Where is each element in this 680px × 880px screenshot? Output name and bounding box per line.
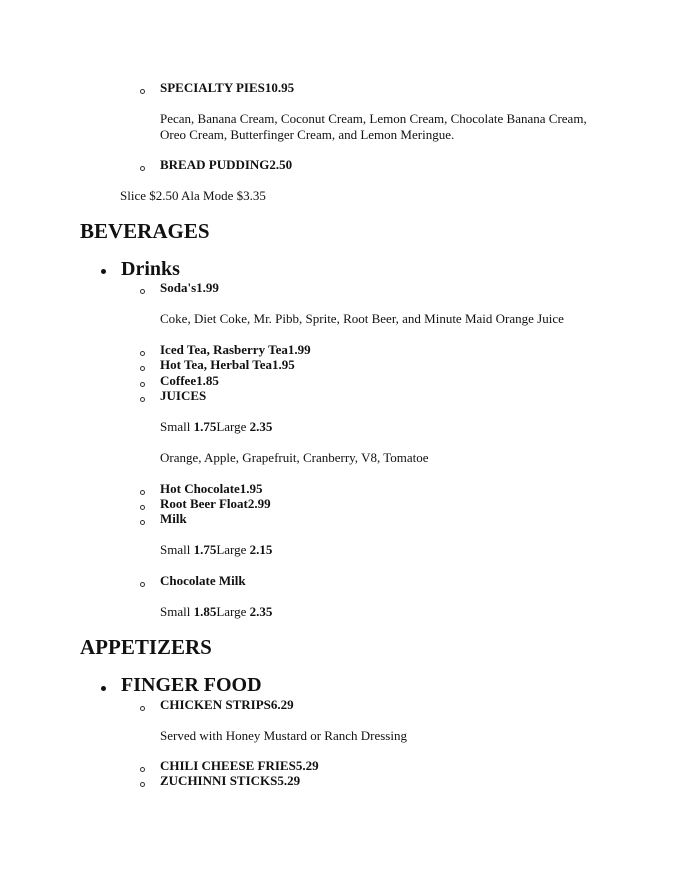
item-price: 1.99 bbox=[287, 342, 311, 357]
large-price: 2.15 bbox=[249, 542, 273, 557]
hollow-bullet-icon bbox=[140, 706, 145, 711]
menu-item-iced-tea bbox=[160, 342, 311, 358]
menu-item-hot-tea bbox=[160, 357, 295, 373]
item-price: 1.85 bbox=[196, 373, 219, 388]
item-price: 6.29 bbox=[270, 697, 294, 712]
item-description: Oreo Cream, Butterfinger Cream, and Lemon Meringue. bbox=[160, 127, 455, 142]
small-label: Small bbox=[160, 604, 194, 619]
menu-item-hot-chocolate bbox=[160, 481, 263, 497]
menu-item-milk: Milk bbox=[160, 511, 187, 526]
hollow-bullet-icon bbox=[140, 782, 145, 787]
item-name: ZUCHINNI STICKS bbox=[160, 773, 278, 788]
small-label: Small bbox=[160, 542, 194, 557]
menu-item-zuchinni-sticks bbox=[160, 773, 300, 789]
hollow-bullet-icon bbox=[140, 520, 145, 525]
hollow-bullet-icon bbox=[140, 582, 145, 587]
menu-item-chicken-strips bbox=[160, 697, 294, 713]
small-price: 1.75 bbox=[193, 542, 217, 557]
item-price: 5.29 bbox=[277, 773, 301, 788]
item-price: 2.99 bbox=[247, 496, 271, 511]
large-price: 2.35 bbox=[249, 604, 273, 619]
hollow-bullet-icon bbox=[140, 289, 145, 294]
section-heading-appetizers: APPETIZERS bbox=[80, 635, 212, 659]
menu-item-juices: JUICES bbox=[160, 388, 207, 403]
category-heading-finger-food: FINGER FOOD bbox=[121, 674, 262, 696]
hollow-bullet-icon bbox=[140, 397, 145, 402]
large-label: Large bbox=[216, 419, 250, 434]
bullet-icon bbox=[101, 269, 106, 274]
size-prices bbox=[160, 604, 272, 620]
small-price: 1.85 bbox=[193, 604, 217, 619]
menu-item-root-beer-float bbox=[160, 496, 271, 512]
menu-item-bread-pudding bbox=[160, 157, 292, 173]
item-description: Served with Honey Mustard or Ranch Dressing bbox=[160, 728, 407, 743]
hollow-bullet-icon bbox=[140, 366, 145, 371]
item-name: Hot Tea, Herbal Tea bbox=[160, 357, 272, 372]
item-description: Coke, Diet Coke, Mr. Pibb, Sprite, Root Beer, and Minute Maid Orange Juice bbox=[160, 311, 564, 326]
hollow-bullet-icon bbox=[140, 89, 145, 94]
hollow-bullet-icon bbox=[140, 490, 145, 495]
large-label: Large bbox=[216, 604, 250, 619]
item-name: SPECIALTY PIES bbox=[160, 80, 265, 95]
item-name: CHILI CHEESE FRIES bbox=[160, 758, 296, 773]
hollow-bullet-icon bbox=[140, 505, 145, 510]
item-price: 5.29 bbox=[295, 758, 319, 773]
item-name: Hot Chocolate bbox=[160, 481, 240, 496]
item-price: 10.95 bbox=[264, 80, 295, 95]
item-name: BREAD PUDDING bbox=[160, 157, 270, 172]
item-name: Soda's bbox=[160, 280, 197, 295]
small-price: 1.75 bbox=[193, 419, 217, 434]
hollow-bullet-icon bbox=[140, 351, 145, 356]
item-price: 2.50 bbox=[269, 157, 293, 172]
menu-item-sodas bbox=[160, 280, 219, 296]
menu-item-specialty-pies bbox=[160, 80, 294, 96]
item-name: Coffee bbox=[160, 373, 197, 388]
category-heading-drinks: Drinks bbox=[121, 258, 180, 280]
menu-item-coffee bbox=[160, 373, 219, 389]
size-prices bbox=[160, 542, 272, 558]
menu-item-chocolate-milk: Chocolate Milk bbox=[160, 573, 246, 588]
menu-item-chili-cheese-fries bbox=[160, 758, 319, 774]
item-price: 1.95 bbox=[239, 481, 263, 496]
item-name: Iced Tea, Rasberry Tea bbox=[160, 342, 288, 357]
item-description: Orange, Apple, Grapefruit, Cranberry, V8, Tomatoe bbox=[160, 450, 429, 465]
large-price: 2.35 bbox=[249, 419, 273, 434]
hollow-bullet-icon bbox=[140, 767, 145, 772]
item-description: Slice $2.50 Ala Mode $3.35 bbox=[120, 188, 266, 203]
size-prices bbox=[160, 419, 272, 435]
item-name: Root Beer Float bbox=[160, 496, 248, 511]
item-price: 1.95 bbox=[271, 357, 295, 372]
large-label: Large bbox=[216, 542, 250, 557]
item-price: 1.99 bbox=[196, 280, 219, 295]
item-name: CHICKEN STRIPS bbox=[160, 697, 271, 712]
bullet-icon bbox=[101, 686, 106, 691]
hollow-bullet-icon bbox=[140, 166, 145, 171]
hollow-bullet-icon bbox=[140, 382, 145, 387]
item-description: Pecan, Banana Cream, Coconut Cream, Lemon Cream, Chocolate Banana Cream, bbox=[160, 111, 587, 126]
section-heading-beverages: BEVERAGES bbox=[80, 219, 210, 243]
small-label: Small bbox=[160, 419, 194, 434]
